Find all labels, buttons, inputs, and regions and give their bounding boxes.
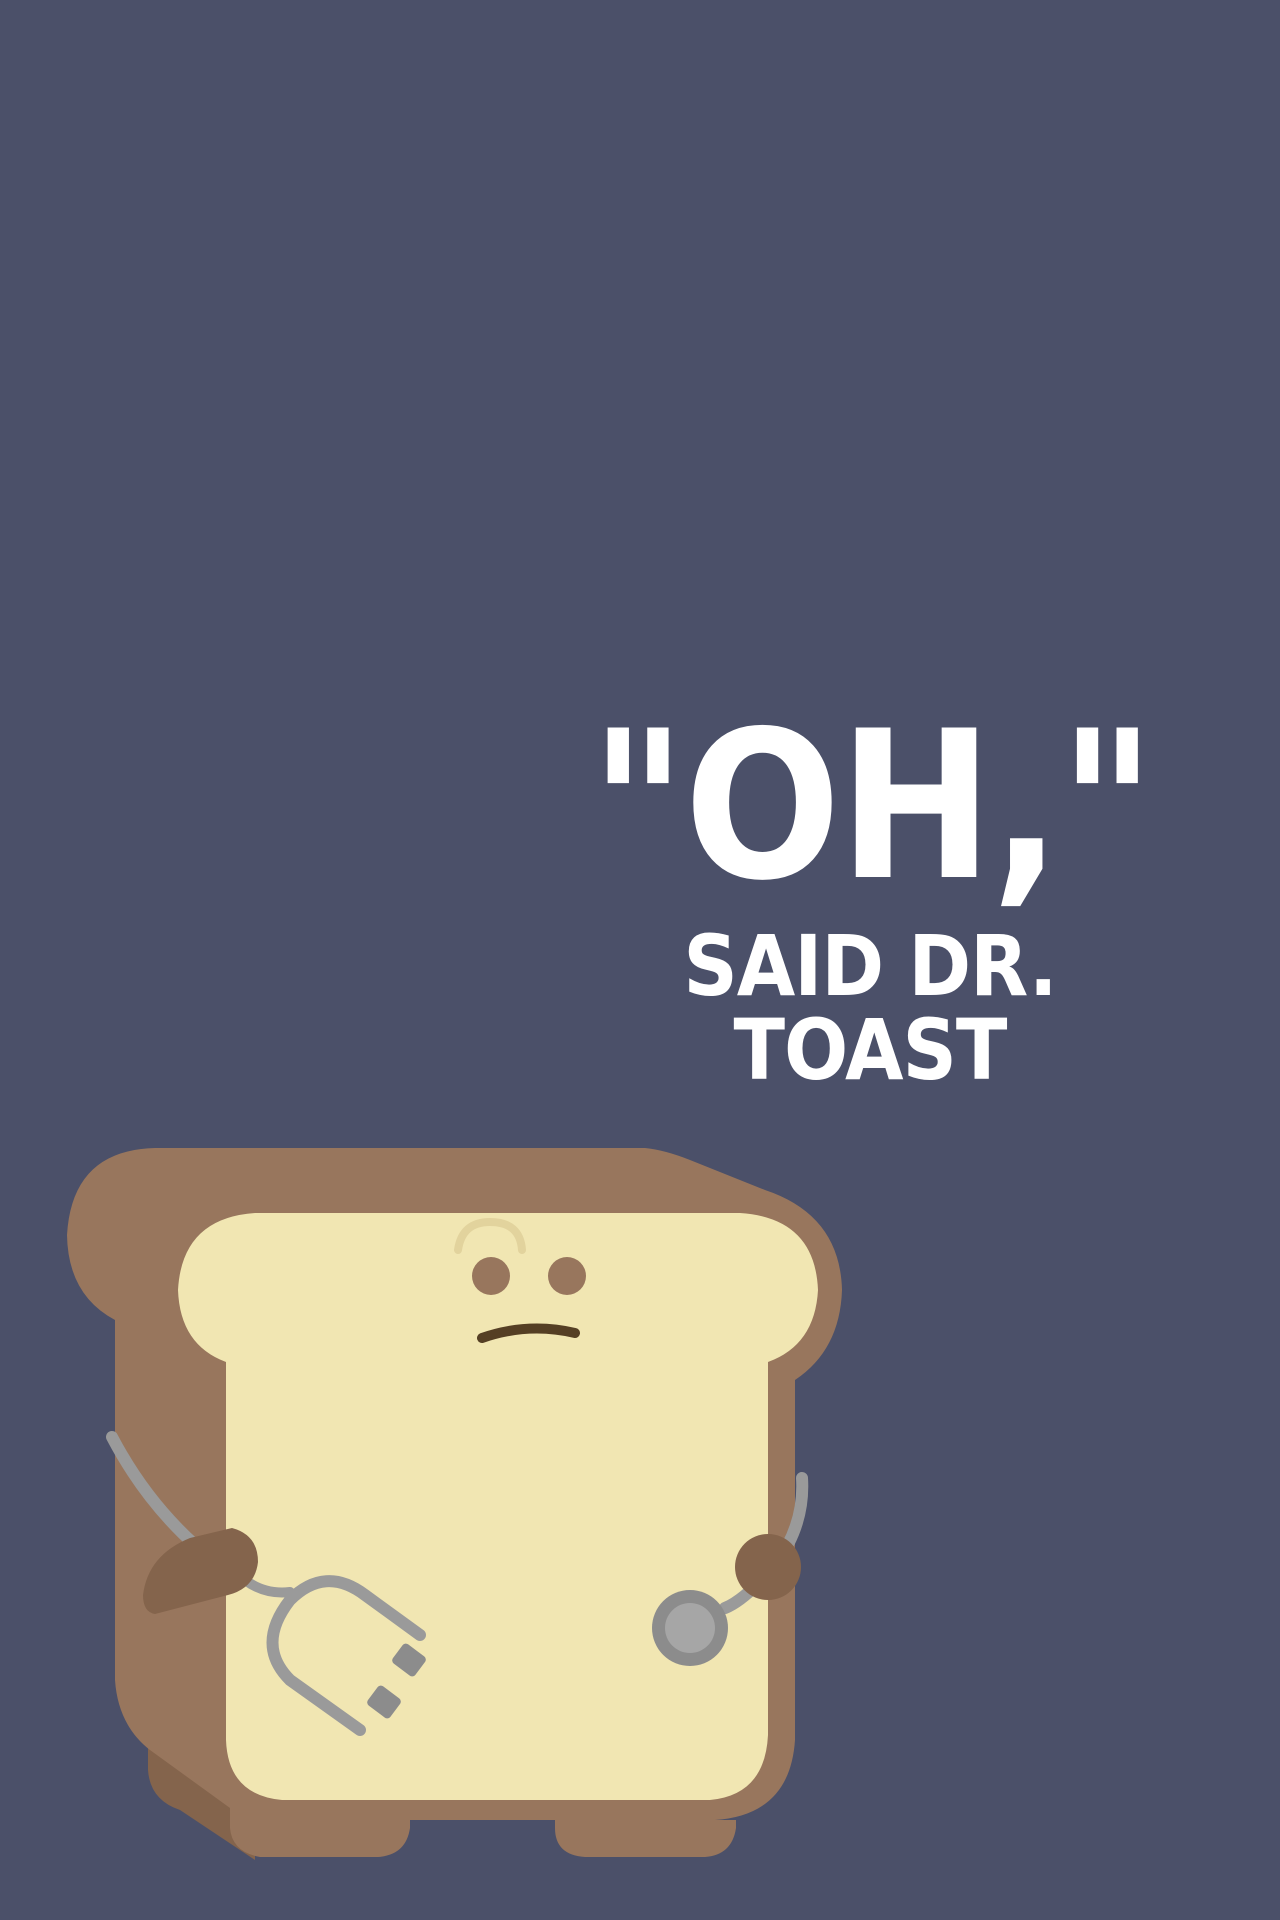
right-hand	[735, 1534, 801, 1600]
quote-text: "OH,"	[590, 688, 1154, 926]
quote-block	[590, 688, 1154, 1099]
dr-toast-illustration	[0, 1120, 880, 1880]
left-eye	[472, 1257, 510, 1295]
right-eye	[548, 1257, 586, 1295]
stethoscope-chestpiece-inner	[665, 1603, 715, 1653]
quote-attribution: SAID DR. TOAST	[683, 917, 1057, 1099]
bread-face	[178, 1213, 818, 1800]
